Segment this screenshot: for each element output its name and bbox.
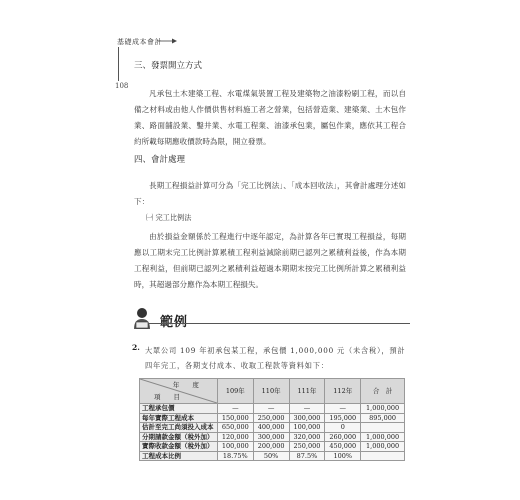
table-row <box>140 432 405 442</box>
table-cell: 300,000 <box>289 413 325 423</box>
row-label: 估計至完工尚須投入成本 <box>140 423 218 433</box>
cost-schedule-table <box>139 378 405 461</box>
table-cell: 650,000 <box>217 423 253 433</box>
table-cell: 50% <box>253 451 289 461</box>
table-cell: 1,000,000 <box>361 442 405 452</box>
section-heading: 三、發票開立方式 <box>134 61 203 71</box>
table-cell: 450,000 <box>325 442 361 452</box>
column-header: 109年 <box>217 379 253 404</box>
row-label: 工程成本比例 <box>140 451 218 461</box>
section-heading: 四、會計處理 <box>134 155 186 165</box>
table-corner-cell <box>140 379 218 404</box>
table-cell: 300,000 <box>253 432 289 442</box>
table-cell <box>361 451 405 461</box>
question-number: 2. <box>132 343 140 352</box>
corner-label-year: 年 度 <box>172 381 199 389</box>
column-header: 111年 <box>289 379 325 404</box>
example-badge-icon <box>130 305 154 331</box>
subsection-heading: ㈠ 完工比例法 <box>146 213 192 222</box>
corner-label-item: 項 目 <box>154 393 180 401</box>
table-cell: — <box>217 404 253 414</box>
table-row <box>140 404 405 414</box>
column-header: 110年 <box>253 379 289 404</box>
row-label: 實際收款金額（稅外加） <box>140 442 218 452</box>
question-text: 大眾公司 109 年初承包某工程，承包價 1,000,000 元（未含稅），預計四年完工，各期支付成本、收取工程款等資料如下： <box>145 346 406 370</box>
table-cell <box>361 423 405 433</box>
table-cell: 1,000,000 <box>361 404 405 414</box>
table-row <box>140 451 405 461</box>
table-cell: 0 <box>325 423 361 433</box>
table-cell: 400,000 <box>253 423 289 433</box>
table-cell: 250,000 <box>289 442 325 452</box>
margin-rule <box>118 47 119 81</box>
table-cell: 895,000 <box>361 413 405 423</box>
table-cell: — <box>289 404 325 414</box>
page-number: 108 <box>115 82 129 90</box>
running-header: 基礎成本會計 <box>117 38 162 46</box>
table-cell: 18.75% <box>217 451 253 461</box>
table-cell: — <box>325 404 361 414</box>
row-label: 分期請款金額（稅外加） <box>140 432 218 442</box>
table-cell: 320,000 <box>289 432 325 442</box>
table-cell: 100,000 <box>289 423 325 433</box>
table-cell: 87.5% <box>289 451 325 461</box>
table-row <box>140 442 405 452</box>
row-label: 工程承包價 <box>140 404 218 414</box>
example-rule <box>148 323 410 324</box>
table-header-row <box>140 379 405 404</box>
table-cell: 250,000 <box>253 413 289 423</box>
table-row <box>140 413 405 423</box>
column-header: 合 計 <box>361 379 405 404</box>
table-cell: 1,000,000 <box>361 432 405 442</box>
table-cell: 100,000 <box>217 442 253 452</box>
table-cell: 100% <box>325 451 361 461</box>
table-cell: 200,000 <box>253 442 289 452</box>
paragraph: 凡承包土木建築工程、水電煤氣裝置工程及建築物之油漆粉刷工程，而以自備之材料或由他人作價供售材料施工者之營業，包括營造業、建築業、土木包作業、路面舖設業、鑿井業、水電工程業、油漆承包業，屬包作業，應依其工程合約所載每期應收價款時為限，開立發票。 <box>134 89 406 146</box>
paragraph: 由於損益金額係於工程進行中逐年認定，為計算各年已實現工程損益，每期應以工期末完工比例計算累積工程利益減除前期已認列之累積利益後，作為本期工程利益，但前期已認列之累積利益超過本期期末按完工比例所計算之累積利益時，其超過部分應作為本期工程損失。 <box>134 232 406 289</box>
table-cell: 195,000 <box>325 413 361 423</box>
table-cell: — <box>253 404 289 414</box>
column-header: 112年 <box>325 379 361 404</box>
table-cell: 150,000 <box>217 413 253 423</box>
table-cell: 260,000 <box>325 432 361 442</box>
row-label: 每年實際工程成本 <box>140 413 218 423</box>
arrow-right-icon <box>157 38 177 44</box>
paragraph: 長期工程損益計算可分為「完工比例法」、「成本回收法」，其會計處理分述如下： <box>134 181 406 206</box>
table-cell: 120,000 <box>217 432 253 442</box>
table-row <box>140 423 405 433</box>
example-title: 範例 <box>160 315 189 330</box>
